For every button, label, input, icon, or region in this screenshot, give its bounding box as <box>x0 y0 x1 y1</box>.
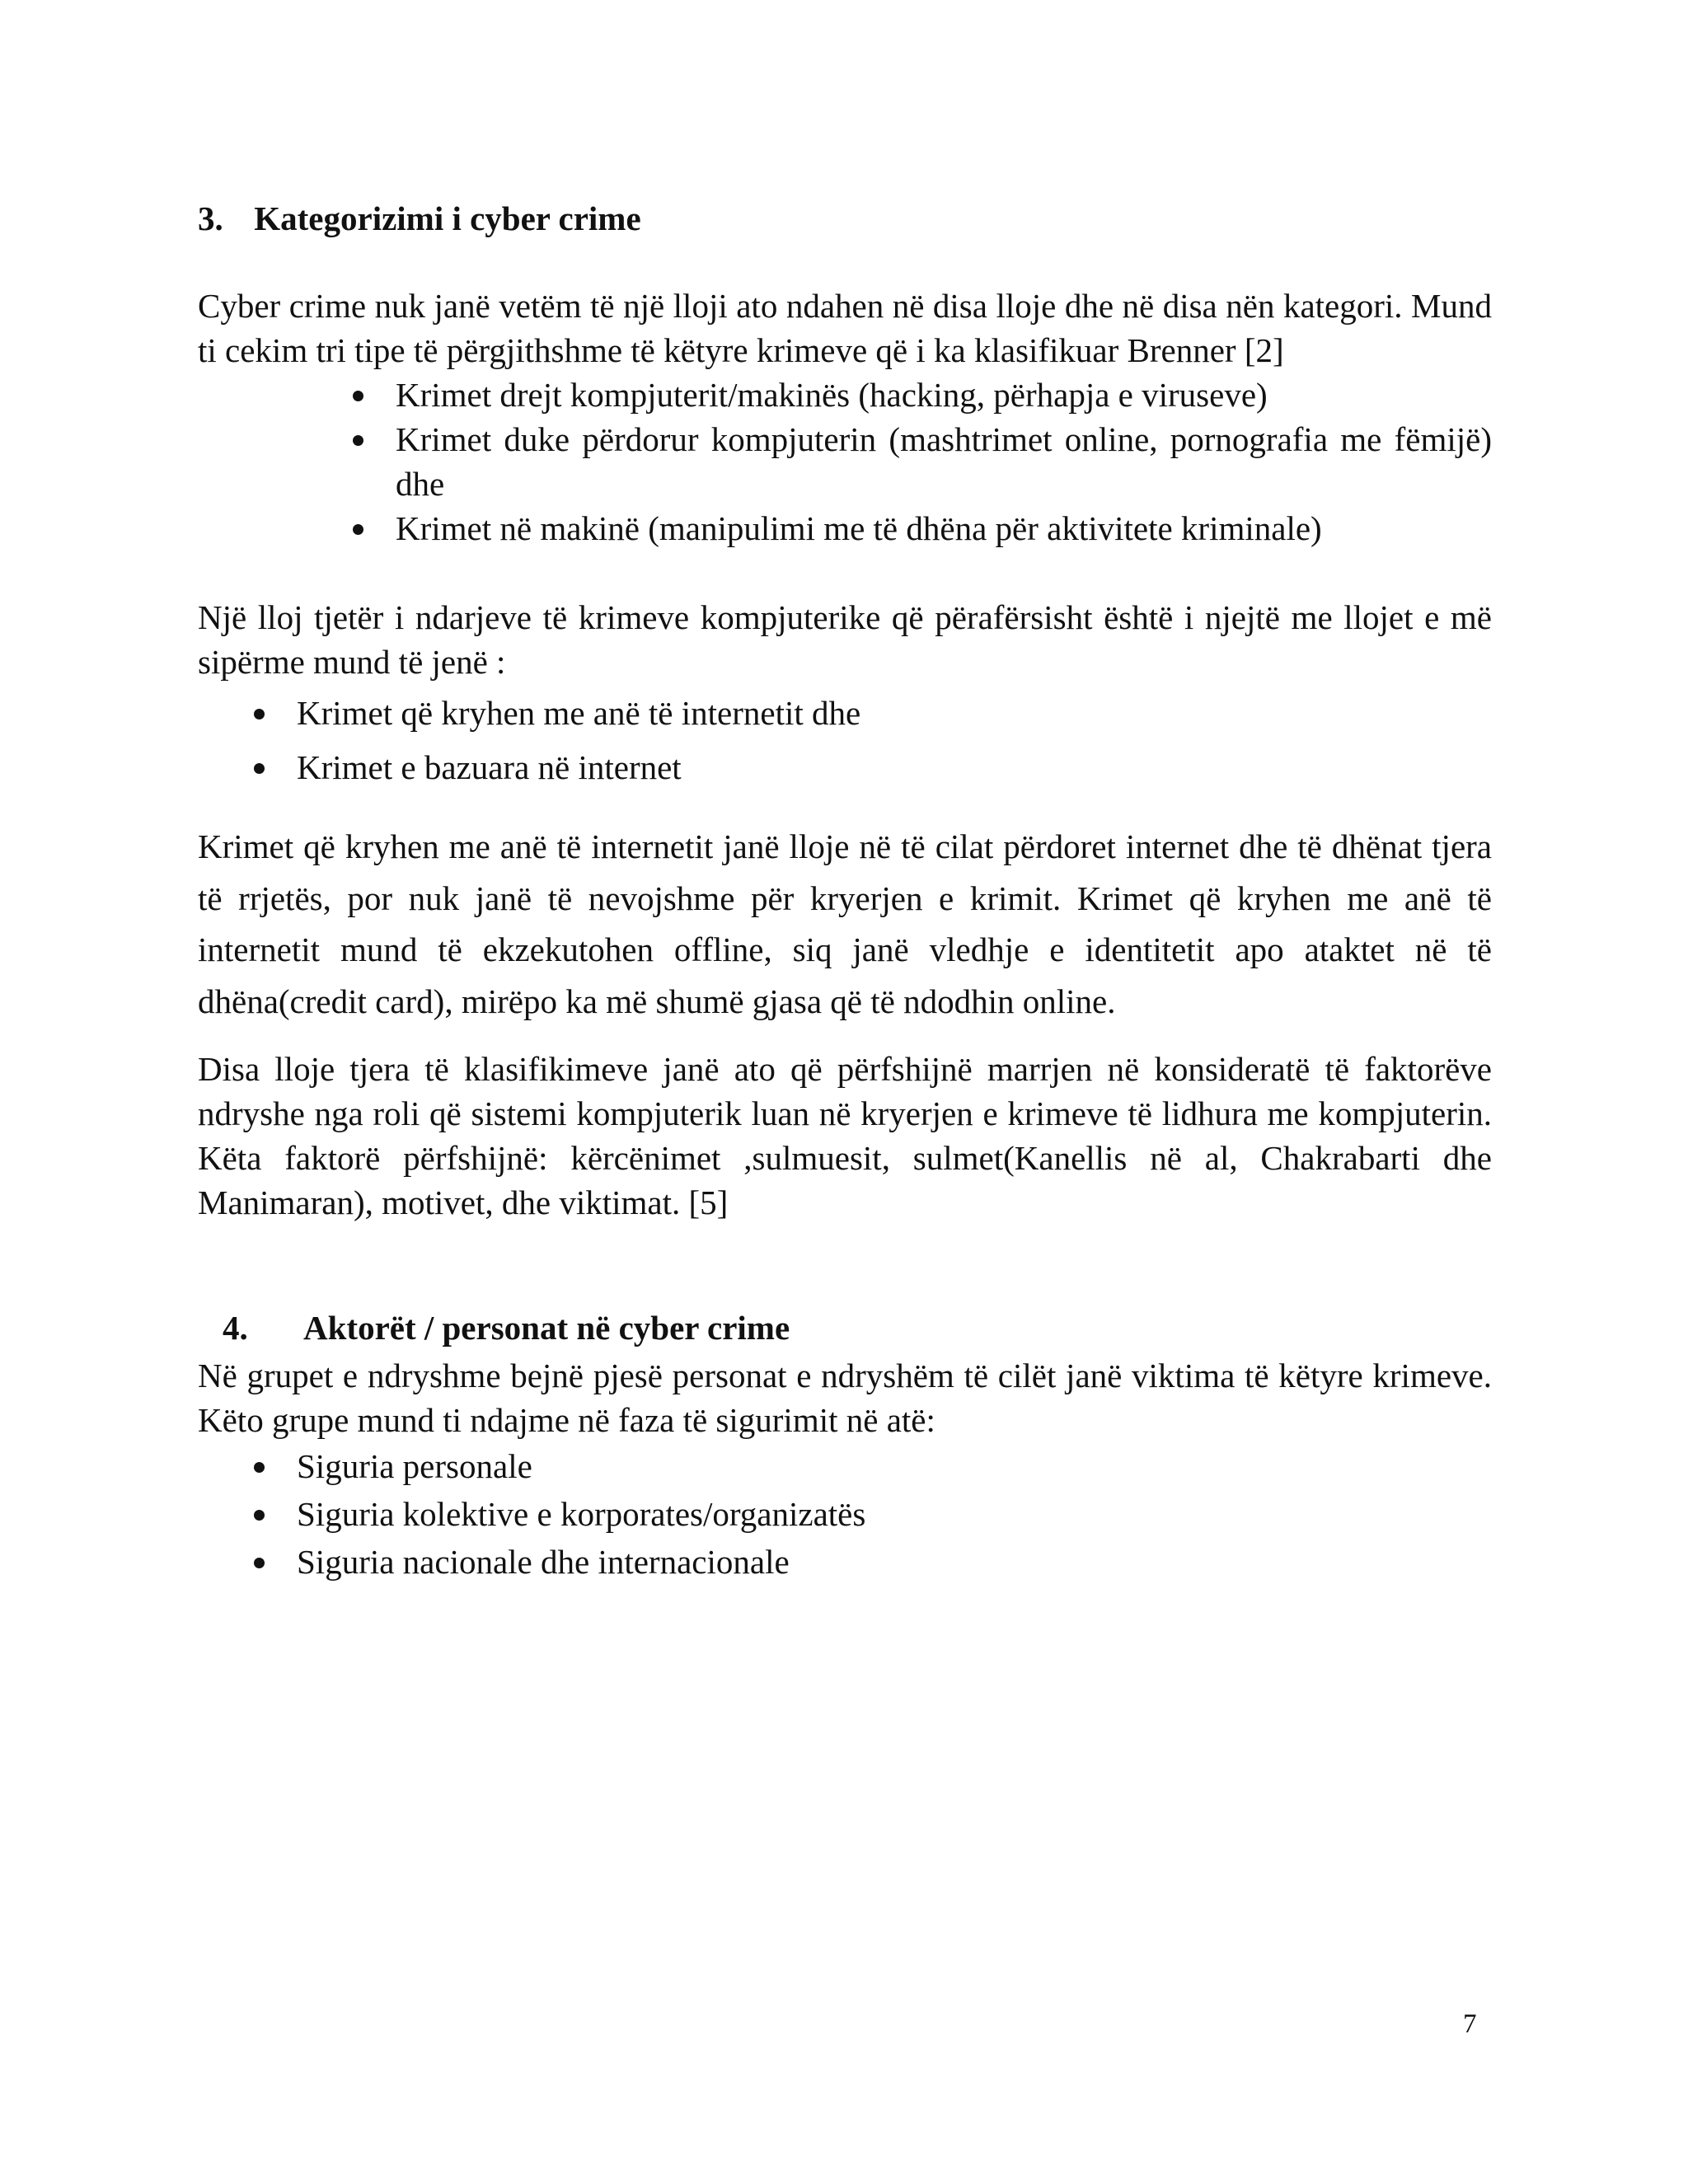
bullet-dot-icon <box>254 1510 265 1521</box>
page-content <box>198 196 1492 1584</box>
section-3-paragraph-2: Një lloj tjetër i ndarjeve të krimeve kompjuterike që përafërsisht është i njejtë me llojet e më sipërme mund të jenë : <box>198 598 1492 681</box>
section-4-title: Aktorët / personat në cyber crime <box>303 1309 790 1347</box>
bullet-list-security-levels <box>297 1444 1492 1584</box>
section-4-heading <box>198 1305 1492 1350</box>
bullet-list-categories <box>396 373 1492 551</box>
bullet-dot-icon <box>254 1462 265 1473</box>
bullet-dot-icon <box>254 709 265 719</box>
list-item: Krimet e bazuara në internet <box>297 745 1492 790</box>
section-3-number: 3. <box>198 199 223 237</box>
section-3-paragraph-4: Disa lloje tjera të klasifikimeve janë ato që përfshijnë marrjen në konsideratë të faktorëve ndryshe nga roli që sistemi kompjuterik luan në kryerjen e krimeve të lidhura me kompjuterin. Këta faktorë përfshijnë: kërcënimet ,sulmuesit, sulmet(Kanellis në al, Chakrabarti dhe Manimaran), motivet, dhe viktimat. [5] <box>198 1050 1492 1221</box>
bullet-dot-icon <box>353 435 363 446</box>
list-item: Krimet që kryhen me anë të internetit dhe <box>297 691 1492 735</box>
list-item: Siguria kolektive e korporates/organizatës <box>297 1492 1492 1536</box>
bullet-dot-icon <box>353 391 363 401</box>
section-4-intro: Në grupet e ndryshme bejnë pjesë personat e ndryshëm të cilët janë viktima të këtyre krimeve. Këto grupe mund ti ndajme në faza të sigurimit në atë: <box>198 1357 1492 1439</box>
bullet-dot-icon <box>353 524 363 535</box>
section-3-title: Kategorizimi i cyber crime <box>254 199 641 237</box>
list-item: Siguria nacionale dhe internacionale <box>297 1540 1492 1584</box>
section-4-number: 4. <box>223 1309 248 1347</box>
section-3-paragraph-3: Krimet që kryhen me anë të internetit janë lloje në të cilat përdoret internet dhe të dhënat tjera të rrjetës, por nuk janë të nevojshme për kryerjen e krimit. Krimet që kryhen me anë të internetit mund të ekzekutohen offline, siq janë vledhje e identitetit apo ataktet në të dhëna(credit card), mirëpo ka më shumë gjasa që të ndodhin online. <box>198 827 1492 1020</box>
list-item: Krimet në makinë (manipulimi me të dhëna për aktivitete kriminale) <box>396 506 1492 551</box>
page-number: 7 <box>1463 2009 1477 2039</box>
bullet-list-internet-crimes <box>297 691 1492 790</box>
list-item: Siguria personale <box>297 1444 1492 1488</box>
list-item: Krimet duke përdorur kompjuterin (mashtrimet online, pornografia me fëmijë) dhe <box>396 417 1492 506</box>
section-3-heading <box>198 196 1492 241</box>
list-item: Krimet drejt kompjuterit/makinës (hacking, përhapja e viruseve) <box>396 373 1492 417</box>
section-3-intro: Cyber crime nuk janë vetëm të një lloji ato ndahen në disa lloje dhe në disa nën kategori. Mund ti cekim tri tipe të përgjithshme të këtyre krimeve që i ka klasifikuar Brenner [2] <box>198 287 1492 369</box>
bullet-dot-icon <box>254 1558 265 1568</box>
bullet-dot-icon <box>254 763 265 774</box>
